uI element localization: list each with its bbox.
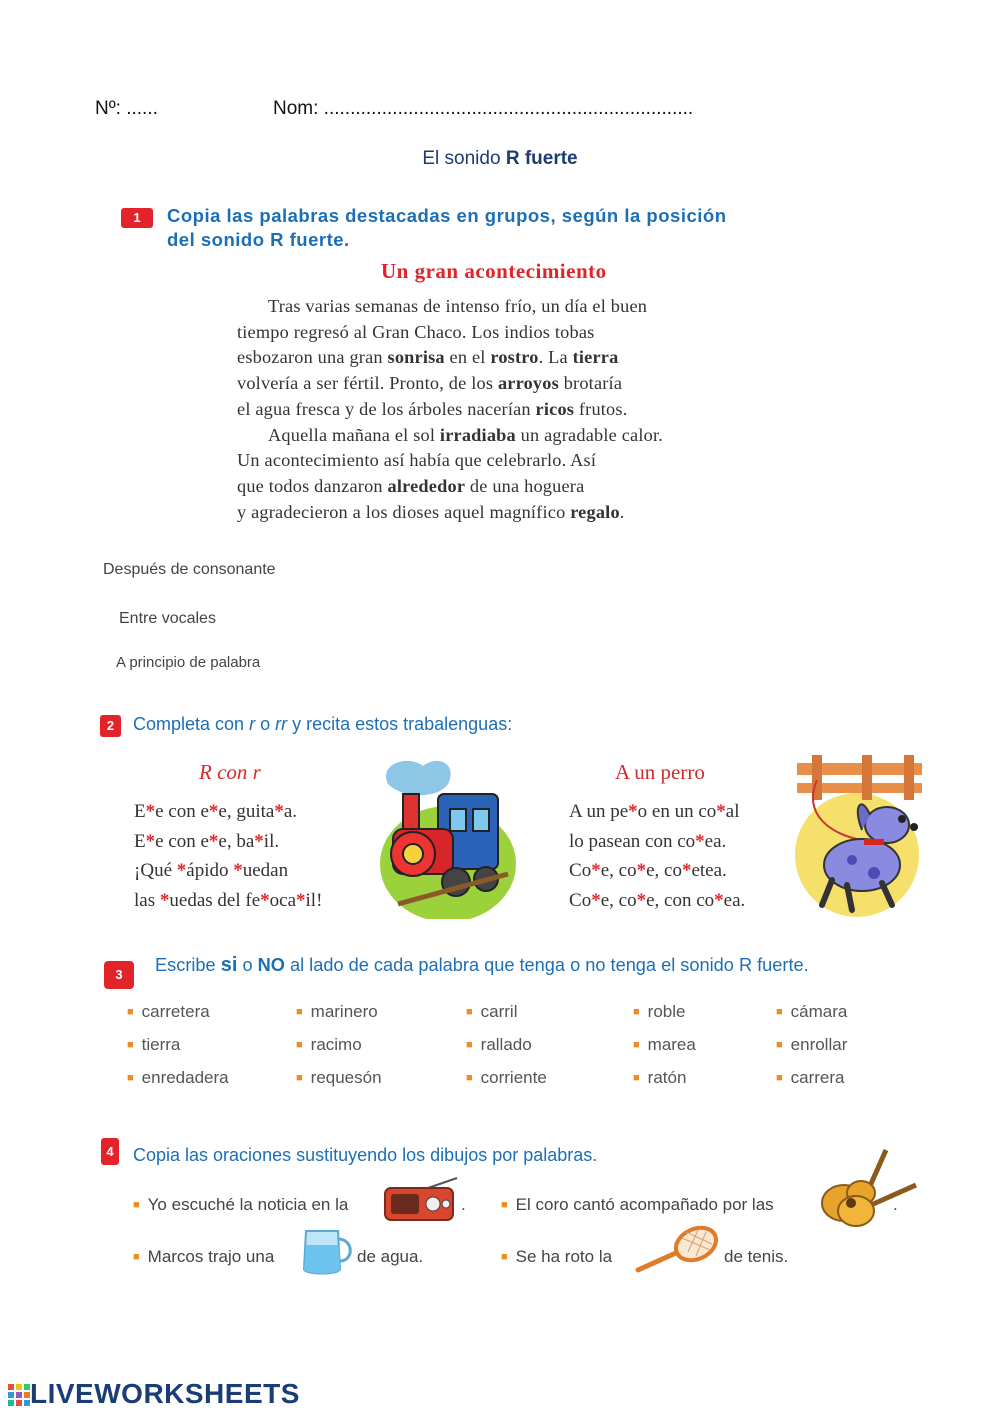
liveworksheets-logo: LIVEWORKSHEETS [30, 1378, 300, 1409]
word-item: ■ racimo [296, 1035, 362, 1054]
bullet-icon: ■ [776, 1072, 783, 1084]
number-label: Nº: ...... [95, 98, 158, 119]
category-word-start: A principio de palabra [116, 654, 261, 671]
dog-icon [792, 755, 927, 920]
poem-line: las *uedas del fe*oca*il! [134, 889, 323, 911]
category-after-consonant: Después de consonante [103, 561, 276, 578]
word-item: ■ carretera [127, 1002, 210, 1021]
poem-1 [134, 797, 322, 915]
category-between-vowels: Entre vocales [119, 610, 216, 627]
story-line: esbozaron una gran sonrisa en el rostro. La tierra [237, 347, 619, 368]
exercise-3-instruction: Escribe si o NO al lado de cada palabra que tenga o no tenga el sonido R fuerte. [155, 954, 809, 976]
sentence-jug: ■ Marcos trajo una [133, 1247, 275, 1266]
highlighted-word: ricos [535, 398, 575, 419]
story-line: Un acontecimiento así había que celebrarlo. Así [237, 450, 597, 471]
name-label: Nom: ...................................................................... [273, 98, 694, 119]
poem-line: Co*e, co*e, co*etea. [569, 860, 727, 881]
exercise-4-number: 4 [101, 1138, 119, 1165]
blank-marker[interactable]: * [628, 801, 638, 822]
story-title: Un gran acontecimiento [381, 259, 607, 283]
bullet-icon: ■ [466, 1072, 473, 1084]
exercise-2-instruction: Completa con r o rr y recita estos trabalenguas: [133, 714, 513, 734]
blank-marker[interactable]: * [274, 801, 284, 822]
bullet-icon: ■ [296, 1072, 303, 1084]
story-line: el agua fresca y de los árboles nacerían ricos frutos. [237, 398, 628, 419]
highlighted-word: irradiaba [439, 424, 516, 445]
blank-marker[interactable]: * [591, 860, 601, 881]
bullet-icon: ■ [466, 1039, 473, 1051]
bullet-icon: ■ [296, 1006, 303, 1018]
blank-marker[interactable]: * [208, 830, 219, 852]
blank-marker[interactable]: * [681, 860, 692, 881]
sentence-radio: ■ Yo escuché la noticia en la [133, 1195, 349, 1214]
word-item: ■ enrollar [776, 1035, 848, 1054]
bullet-icon: ■ [633, 1006, 640, 1018]
bullet-icon: ■ [296, 1039, 303, 1051]
word-list [0, 1000, 1000, 1110]
blank-marker[interactable]: * [296, 889, 306, 911]
word-item: ■ carrera [776, 1068, 845, 1087]
guitar-icon [816, 1145, 921, 1230]
sentence-guitars: ■ El coro cantó acompañado por las [501, 1195, 774, 1214]
poem-line: E*e con e*e, ba*il. [134, 830, 280, 852]
word-item: ■ ratón [633, 1068, 687, 1087]
bullet-icon: ■ [466, 1006, 473, 1018]
highlighted-word: regalo [570, 501, 620, 522]
exercise-2-number: 2 [100, 715, 121, 737]
poem-2-title: A un perro [615, 760, 705, 784]
blank-marker[interactable]: * [695, 830, 705, 852]
story-line: volvería a ser fértil. Pronto, de los arroyos brotaría [237, 373, 623, 394]
poem-line: A un pe*o en un co*al [569, 801, 740, 822]
blank-marker[interactable]: * [176, 860, 187, 881]
bullet-icon: ■ [633, 1072, 640, 1084]
sentence-racket: ■ Se ha roto la [501, 1247, 613, 1266]
blank-marker[interactable]: * [716, 801, 726, 822]
story-line: Aquella mañana el sol irradiaba un agradable calor. [268, 424, 664, 445]
blank-marker[interactable]: * [591, 889, 601, 911]
word-item: ■ marea [633, 1035, 696, 1054]
radio-icon [383, 1176, 461, 1222]
highlighted-word: arroyos [497, 373, 559, 394]
poem-1-title: R con r [199, 760, 261, 784]
story-line: tiempo regresó al Gran Chaco. Los indios tobas [237, 321, 595, 342]
highlighted-word: alrededor [387, 475, 466, 496]
sentence-guitars-end: . [893, 1195, 898, 1214]
word-item: ■ requesón [296, 1068, 382, 1087]
poem-line: E*e con e*e, guita*a. [134, 801, 298, 822]
sentence-jug-end: de agua. [357, 1247, 424, 1266]
page-title: El sonido R fuerte [422, 148, 578, 169]
poem-line: ¡Qué *ápido *uedan [134, 860, 289, 881]
blank-marker[interactable]: * [636, 889, 647, 911]
word-item: ■ roble [633, 1002, 686, 1021]
bullet-icon: ■ [127, 1072, 134, 1084]
bullet-icon: ■ [127, 1039, 134, 1051]
exercise-3-number: 3 [104, 961, 134, 989]
poem-2 [569, 797, 745, 915]
blank-marker[interactable]: * [254, 830, 264, 852]
blank-marker[interactable]: * [159, 889, 170, 911]
highlighted-word: rostro [490, 347, 539, 368]
blank-marker[interactable]: * [714, 889, 724, 911]
sentence-radio-end: . [461, 1195, 466, 1214]
highlighted-word: tierra [572, 347, 619, 368]
word-item: ■ rallado [466, 1035, 532, 1054]
word-item: ■ marinero [296, 1002, 378, 1021]
liveworksheets-logo-icon [8, 1384, 30, 1406]
sentence-racket-end: de tenis. [724, 1247, 789, 1266]
story-line: y agradecieron a los dioses aquel magnífico regalo. [237, 501, 625, 522]
story-line: Tras varias semanas de intenso frío, un día el buen [268, 296, 648, 316]
poem-line: lo pasean con co*ea. [569, 830, 727, 852]
blank-marker[interactable]: * [260, 889, 270, 911]
train-icon [378, 754, 518, 919]
story-line: que todos danzaron alrededor de una hoguera [237, 475, 585, 496]
word-item: ■ enredadera [127, 1068, 229, 1087]
bullet-icon: ■ [127, 1006, 134, 1018]
word-item: ■ cámara [776, 1002, 848, 1021]
poem-line: Co*e, co*e, con co*ea. [569, 889, 746, 911]
blank-marker[interactable]: * [208, 801, 219, 822]
bullet-icon: ■ [633, 1039, 640, 1051]
exercise-1-number: 1 [121, 208, 153, 228]
story-text [237, 294, 857, 525]
blank-marker[interactable]: * [145, 830, 156, 852]
exercise-4-instruction: Copia las oraciones sustituyendo los dibujos por palabras. [133, 1145, 598, 1165]
blank-marker[interactable]: * [233, 860, 243, 881]
word-item: ■ tierra [127, 1035, 181, 1054]
word-item: ■ carril [466, 1002, 518, 1021]
highlighted-word: sonrisa [387, 347, 445, 368]
racket-icon [634, 1224, 720, 1274]
exercise-1-instruction: Copia las palabras destacadas en grupos, según la posición del sonido R fuerte. [167, 205, 727, 250]
bullet-icon: ■ [776, 1006, 783, 1018]
blank-marker[interactable]: * [636, 860, 647, 881]
word-item: ■ corriente [466, 1068, 547, 1087]
blank-marker[interactable]: * [145, 801, 156, 822]
bullet-icon: ■ [776, 1039, 783, 1051]
jug-icon [298, 1225, 354, 1277]
